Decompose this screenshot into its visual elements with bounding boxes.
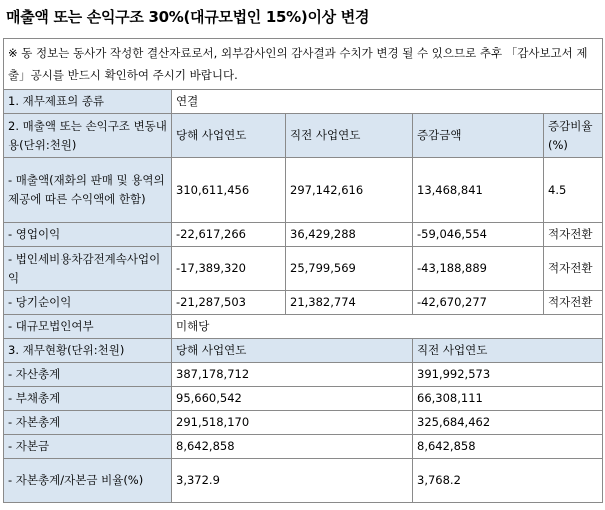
income-row-label: - 매출액(재화의 판매 및 용역의 제공에 따른 수익액에 한함) <box>4 158 172 223</box>
large-corp-label: - 대규모법인여부 <box>4 315 172 339</box>
financial-row-label: - 자본총계/자본금 비율(%) <box>4 459 172 503</box>
statement-type-row <box>4 90 603 114</box>
financial-row-label: - 자산총계 <box>4 363 172 387</box>
disclosure-table <box>3 38 603 503</box>
income-cell: -43,188,889 <box>413 247 544 291</box>
income-header-cell: 2. 매출액 또는 손익구조 변동내용(단위:천원) <box>4 114 172 158</box>
financial-header-row <box>4 339 603 363</box>
income-cell: 적자전환 <box>544 247 603 291</box>
income-header-cell: 직전 사업연도 <box>286 114 413 158</box>
notice-text: ※ 동 정보는 동사가 작성한 결산자료로서, 외부감사인의 감사결과 수치가 변경 될 수 있으므로 추후 「감사보고서 제출」공시를 반드시 확인하여 주시기 바랍니다. <box>4 39 603 90</box>
financial-cell: 8,642,858 <box>172 435 413 459</box>
income-header-row <box>4 114 603 158</box>
large-corp-value: 미해당 <box>172 315 603 339</box>
income-cell: 297,142,616 <box>286 158 413 223</box>
financial-header-cell: 직전 사업연도 <box>413 339 603 363</box>
income-cell: 21,382,774 <box>286 291 413 315</box>
financial-cell: 66,308,111 <box>413 387 603 411</box>
income-row-label: - 영업이익 <box>4 223 172 247</box>
large-corp-row <box>4 315 603 339</box>
income-cell: -42,670,277 <box>413 291 544 315</box>
income-cell: -59,046,554 <box>413 223 544 247</box>
financial-header-cell: 3. 재무현황(단위:천원) <box>4 339 172 363</box>
income-header-cell: 증감비율(%) <box>544 114 603 158</box>
income-row <box>4 223 603 247</box>
financial-cell: 3,768.2 <box>413 459 603 503</box>
financial-row <box>4 459 603 503</box>
income-cell: 적자전환 <box>544 223 603 247</box>
income-cell: 4.5 <box>544 158 603 223</box>
income-header-cell: 증감금액 <box>413 114 544 158</box>
income-cell: 36,429,288 <box>286 223 413 247</box>
financial-row <box>4 435 603 459</box>
income-row <box>4 158 603 223</box>
financial-cell: 387,178,712 <box>172 363 413 387</box>
income-cell: 13,468,841 <box>413 158 544 223</box>
income-header-cell: 당해 사업연도 <box>172 114 286 158</box>
notice-row <box>4 39 603 90</box>
income-row-label: - 당기순이익 <box>4 291 172 315</box>
income-cell: -17,389,320 <box>172 247 286 291</box>
financial-row <box>4 363 603 387</box>
income-cell: -22,617,266 <box>172 223 286 247</box>
income-cell: 25,799,569 <box>286 247 413 291</box>
income-row-label: - 법인세비용차감전계속사업이익 <box>4 247 172 291</box>
financial-cell: 391,992,573 <box>413 363 603 387</box>
financial-row-label: - 자본총계 <box>4 411 172 435</box>
income-cell: -21,287,503 <box>172 291 286 315</box>
financial-row-label: - 자본금 <box>4 435 172 459</box>
income-row <box>4 291 603 315</box>
financial-row <box>4 387 603 411</box>
financial-cell: 8,642,858 <box>413 435 603 459</box>
statement-type-label: 1. 재무제표의 종류 <box>4 90 172 114</box>
income-row <box>4 247 603 291</box>
financial-cell: 95,660,542 <box>172 387 413 411</box>
financial-row-label: - 부채총계 <box>4 387 172 411</box>
statement-type-value: 연결 <box>172 90 603 114</box>
financial-header-cell: 당해 사업연도 <box>172 339 413 363</box>
financial-cell: 3,372.9 <box>172 459 413 503</box>
financial-cell: 291,518,170 <box>172 411 413 435</box>
income-cell: 310,611,456 <box>172 158 286 223</box>
financial-row <box>4 411 603 435</box>
financial-cell: 325,684,462 <box>413 411 603 435</box>
page-title: 매출액 또는 손익구조 30%(대규모법인 15%)이상 변경 <box>6 8 370 26</box>
income-cell: 적자전환 <box>544 291 603 315</box>
